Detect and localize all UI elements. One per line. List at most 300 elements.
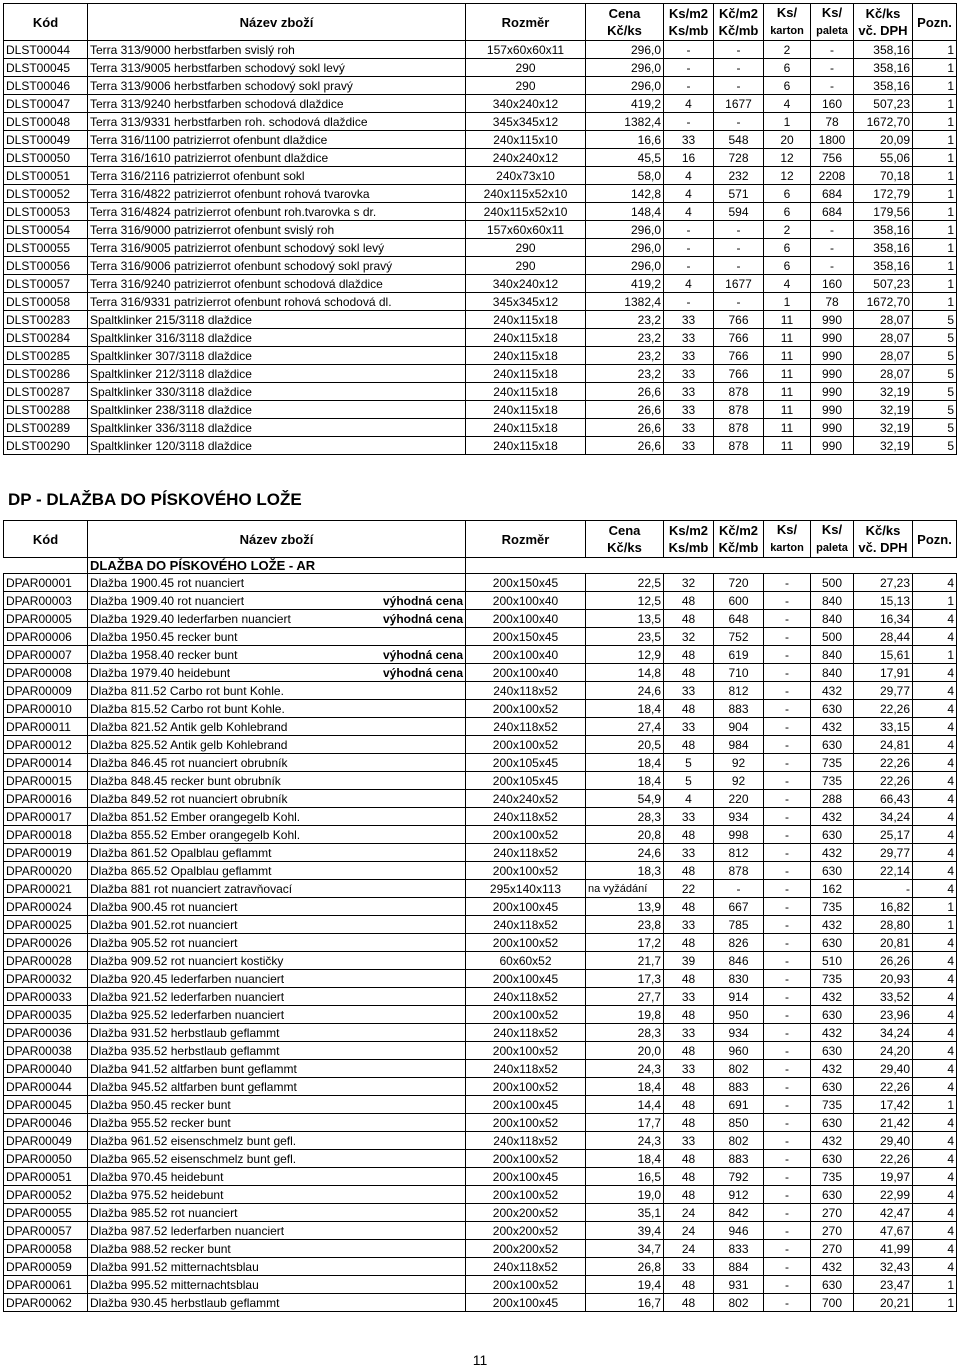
product-name: Dlažba 825.52 Antik gelb Kohlebrand: [90, 737, 288, 752]
cell-rozmer: 240x118x52: [466, 718, 586, 736]
col-ksm2: Ks/m2 Ks/mb: [664, 4, 714, 41]
cell-dph: 42,47: [854, 1204, 913, 1222]
col-rozmer: Rozměr: [466, 521, 586, 558]
product-name: Dlažba 920.45 lederfarben nuanciert: [90, 971, 285, 986]
cell-pozn: 4: [913, 934, 957, 952]
cell-kcm2: 934: [714, 1024, 764, 1042]
cell-dph: 358,16: [854, 221, 913, 239]
cell-nazev: Spaltklinker 330/3118 dlaždice: [88, 383, 466, 401]
cell-pozn: 1: [913, 257, 957, 275]
cell-paleta: -: [811, 77, 854, 95]
cell-pozn: 4: [913, 1204, 957, 1222]
cell-ksm2: 33: [664, 131, 714, 149]
cell-paleta: 990: [811, 383, 854, 401]
cell-kcm2: 812: [714, 682, 764, 700]
cell-rozmer: 200x200x52: [466, 1240, 586, 1258]
cell-cena: 58,0: [586, 167, 664, 185]
cell-kcm2: 785: [714, 916, 764, 934]
table-row: [4, 1078, 957, 1096]
product-name: Dlažba 935.52 herbstlaub geflammt: [90, 1043, 280, 1058]
cell-kcm2: 220: [714, 790, 764, 808]
cell-nazev: [88, 736, 466, 754]
cell-ksm2: -: [664, 257, 714, 275]
cell-ksm2: 48: [664, 826, 714, 844]
cell-kod: DPAR00055: [4, 1204, 88, 1222]
cell-cena: na vyžádání: [586, 880, 664, 898]
table-row: [4, 1132, 957, 1150]
promo-note: výhodná cena: [382, 665, 463, 680]
cell-pozn: 1: [913, 1294, 957, 1312]
cell-pozn: 4: [913, 772, 957, 790]
cell-rozmer: 200x100x40: [466, 610, 586, 628]
cell-pozn: 1: [913, 221, 957, 239]
cell-pozn: 4: [913, 826, 957, 844]
table-row: [4, 1276, 957, 1294]
cell-dph: 33,15: [854, 718, 913, 736]
cell-cena: 12,9: [586, 646, 664, 664]
cell-ksm2: 48: [664, 934, 714, 952]
cell-karton: -: [764, 844, 811, 862]
cell-dph: 358,16: [854, 239, 913, 257]
cell-paleta: 756: [811, 149, 854, 167]
cell-cena: 16,6: [586, 131, 664, 149]
cell-cena: 35,1: [586, 1204, 664, 1222]
cell-nazev: [88, 754, 466, 772]
cell-ksm2: 48: [664, 646, 714, 664]
table-row: [4, 610, 957, 628]
cell-nazev: Spaltklinker 238/3118 dlaždice: [88, 401, 466, 419]
table-row: [4, 790, 957, 808]
cell-pozn: 1: [913, 131, 957, 149]
cell-nazev: [88, 682, 466, 700]
cell-rozmer: 240x115x18: [466, 329, 586, 347]
cell-dph: 358,16: [854, 41, 913, 59]
cell-kcm2: 884: [714, 1258, 764, 1276]
cell-paleta: 990: [811, 347, 854, 365]
cell-karton: -: [764, 1222, 811, 1240]
table-row: [4, 239, 957, 257]
cell-karton: 2: [764, 41, 811, 59]
col-cena: Cena Kč/ks: [586, 4, 664, 41]
cell-cena: 18,4: [586, 700, 664, 718]
table-row: [4, 401, 957, 419]
cell-cena: 13,9: [586, 898, 664, 916]
col-nazev: Název zboží: [88, 4, 466, 41]
product-name: Dlažba 849.52 rot nuanciert obrubník: [90, 791, 288, 806]
cell-nazev: [88, 790, 466, 808]
cell-rozmer: 240x115x10: [466, 131, 586, 149]
cell-paleta: 630: [811, 1114, 854, 1132]
cell-cena: 34,7: [586, 1240, 664, 1258]
cell-rozmer: 200x100x52: [466, 934, 586, 952]
cell-kod: DPAR00057: [4, 1222, 88, 1240]
cell-kcm2: 878: [714, 419, 764, 437]
cell-paleta: 735: [811, 970, 854, 988]
table-row: [4, 736, 957, 754]
table-row: [4, 700, 957, 718]
table-row: [4, 1186, 957, 1204]
cell-kod: DPAR00035: [4, 1006, 88, 1024]
table-row: [4, 293, 957, 311]
cell-nazev: [88, 1078, 466, 1096]
cell-paleta: 735: [811, 1168, 854, 1186]
cell-nazev: [88, 862, 466, 880]
cell-kcm2: 883: [714, 700, 764, 718]
cell-paleta: 78: [811, 113, 854, 131]
product-name: Dlažba 975.52 heidebunt: [90, 1187, 224, 1202]
cell-kod: DPAR00001: [4, 574, 88, 592]
cell-kcm2: 846: [714, 952, 764, 970]
cell-karton: -: [764, 862, 811, 880]
cell-kod: DPAR00008: [4, 664, 88, 682]
cell-karton: -: [764, 664, 811, 682]
cell-kod: DLST00283: [4, 311, 88, 329]
cell-cena: 24,6: [586, 844, 664, 862]
cell-rozmer: 240x118x52: [466, 1132, 586, 1150]
cell-cena: 20,5: [586, 736, 664, 754]
table-row: [4, 275, 957, 293]
cell-paleta: 432: [811, 718, 854, 736]
cell-paleta: -: [811, 59, 854, 77]
cell-ksm2: 33: [664, 347, 714, 365]
cell-rozmer: 290: [466, 257, 586, 275]
cell-pozn: 4: [913, 1060, 957, 1078]
cell-paleta: -: [811, 221, 854, 239]
cell-kcm2: 878: [714, 401, 764, 419]
cell-nazev: [88, 880, 466, 898]
cell-dph: 32,43: [854, 1258, 913, 1276]
table-row: [4, 844, 957, 862]
cell-nazev: [88, 574, 466, 592]
col-rozmer: Rozměr: [466, 4, 586, 41]
cell-dph: 172,79: [854, 185, 913, 203]
product-name: Dlažba 985.52 rot nuanciert: [90, 1205, 238, 1220]
cell-karton: -: [764, 1114, 811, 1132]
cell-kcm2: 548: [714, 131, 764, 149]
cell-paleta: 630: [811, 1150, 854, 1168]
cell-pozn: 5: [913, 311, 957, 329]
cell-pozn: 4: [913, 844, 957, 862]
cell-karton: 11: [764, 401, 811, 419]
table-row: [4, 167, 957, 185]
cell-kcm2: 92: [714, 754, 764, 772]
cell-kod: DLST00049: [4, 131, 88, 149]
cell-pozn: 4: [913, 754, 957, 772]
cell-paleta: 270: [811, 1222, 854, 1240]
product-name: Dlažba 855.52 Ember orangegelb Kohl.: [90, 827, 301, 842]
col-kod: Kód: [4, 4, 88, 41]
cell-pozn: 5: [913, 419, 957, 437]
cell-rozmer: 340x240x12: [466, 95, 586, 113]
cell-nazev: Spaltklinker 215/3118 dlaždice: [88, 311, 466, 329]
cell-kod: DLST00290: [4, 437, 88, 455]
cell-kod: DPAR00020: [4, 862, 88, 880]
cell-cena: 45,5: [586, 149, 664, 167]
cell-paleta: 630: [811, 1042, 854, 1060]
cell-kcm2: 830: [714, 970, 764, 988]
cell-kcm2: 728: [714, 149, 764, 167]
cell-nazev: [88, 1132, 466, 1150]
cell-rozmer: 157x60x60x11: [466, 221, 586, 239]
cell-karton: 11: [764, 329, 811, 347]
table-row: [4, 77, 957, 95]
cell-kcm2: 802: [714, 1132, 764, 1150]
table-row: [4, 646, 957, 664]
cell-nazev: Terra 313/9006 herbstfarben schodový sokl pravý: [88, 77, 466, 95]
cell-pozn: 4: [913, 808, 957, 826]
cell-karton: -: [764, 610, 811, 628]
cell-kod: DLST00058: [4, 293, 88, 311]
cell-rozmer: 240x118x52: [466, 1060, 586, 1078]
cell-kod: DPAR00050: [4, 1150, 88, 1168]
cell-kcm2: 850: [714, 1114, 764, 1132]
table-row: [4, 149, 957, 167]
cell-pozn: 5: [913, 383, 957, 401]
table-row: [4, 1114, 957, 1132]
cell-pozn: 4: [913, 1114, 957, 1132]
cell-ksm2: 24: [664, 1204, 714, 1222]
cell-ksm2: 33: [664, 988, 714, 1006]
cell-paleta: 432: [811, 682, 854, 700]
product-name: Dlažba 881 rot nuanciert zatravňovací: [90, 881, 293, 896]
cell-rozmer: 200x100x45: [466, 898, 586, 916]
cell-dph: 28,07: [854, 329, 913, 347]
cell-karton: 6: [764, 203, 811, 221]
cell-cena: 23,5: [586, 628, 664, 646]
cell-karton: -: [764, 1060, 811, 1078]
cell-pozn: 4: [913, 1222, 957, 1240]
cell-karton: -: [764, 880, 811, 898]
cell-paleta: 630: [811, 1078, 854, 1096]
product-name: Dlažba 991.52 mitternachtsblau: [90, 1259, 259, 1274]
cell-cena: 18,3: [586, 862, 664, 880]
cell-rozmer: 200x100x40: [466, 646, 586, 664]
cell-kcm2: 232: [714, 167, 764, 185]
cell-dph: 22,26: [854, 700, 913, 718]
cell-cena: 26,6: [586, 383, 664, 401]
table-row: [4, 592, 957, 610]
cell-nazev: [88, 1024, 466, 1042]
cell-dph: -: [854, 880, 913, 898]
cell-karton: 11: [764, 437, 811, 455]
cell-nazev: Spaltklinker 336/3118 dlaždice: [88, 419, 466, 437]
cell-cena: 17,3: [586, 970, 664, 988]
cell-pozn: 4: [913, 1006, 957, 1024]
table-row: [4, 1204, 957, 1222]
cell-nazev: Terra 316/9240 patrizierrot ofenbunt schodová dlaždice: [88, 275, 466, 293]
cell-ksm2: 4: [664, 790, 714, 808]
table-row: [4, 1150, 957, 1168]
cell-kod: DPAR00010: [4, 700, 88, 718]
cell-ksm2: 33: [664, 365, 714, 383]
cell-kcm2: 792: [714, 1168, 764, 1186]
cell-kod: DPAR00033: [4, 988, 88, 1006]
cell-paleta: 630: [811, 736, 854, 754]
cell-karton: -: [764, 1150, 811, 1168]
col-paleta: Ks/ paleta: [811, 521, 854, 558]
cell-rozmer: 240x115x52x10: [466, 185, 586, 203]
cell-kod: DPAR00045: [4, 1096, 88, 1114]
table-row: [4, 1024, 957, 1042]
table-row: [4, 898, 957, 916]
cell-paleta: 432: [811, 988, 854, 1006]
cell-karton: 12: [764, 167, 811, 185]
cell-kcm2: 912: [714, 1186, 764, 1204]
cell-kcm2: -: [714, 293, 764, 311]
cell-karton: -: [764, 1024, 811, 1042]
table-row: [4, 1168, 957, 1186]
product-name: Dlažba 900.45 rot nuanciert: [90, 899, 238, 914]
cell-paleta: 684: [811, 185, 854, 203]
cell-dph: 32,19: [854, 383, 913, 401]
cell-kcm2: 600: [714, 592, 764, 610]
col-kcm2: Kč/m2 Kč/mb: [714, 521, 764, 558]
table-row: [4, 365, 957, 383]
cell-cena: 27,4: [586, 718, 664, 736]
cell-kcm2: -: [714, 880, 764, 898]
product-name: Dlažba 965.52 eisenschmelz bunt gefl.: [90, 1151, 297, 1166]
cell-cena: 23,2: [586, 365, 664, 383]
product-name: Dlažba 945.52 altfarben bunt geflammt: [90, 1079, 297, 1094]
cell-pozn: 4: [913, 736, 957, 754]
cell-dph: 358,16: [854, 257, 913, 275]
cell-nazev: [88, 772, 466, 790]
cell-rozmer: 200x100x52: [466, 862, 586, 880]
cell-rozmer: 240x118x52: [466, 1024, 586, 1042]
cell-kcm2: 984: [714, 736, 764, 754]
product-name: Dlažba 1909.40 rot nuanciert: [90, 593, 245, 608]
cell-ksm2: 24: [664, 1240, 714, 1258]
cell-kcm2: 1677: [714, 275, 764, 293]
cell-nazev: [88, 1186, 466, 1204]
table-row: [4, 203, 957, 221]
cell-cena: 24,3: [586, 1132, 664, 1150]
col-paleta: Ks/ paleta: [811, 4, 854, 41]
cell-kcm2: 720: [714, 574, 764, 592]
cell-karton: 2: [764, 221, 811, 239]
cell-kcm2: 571: [714, 185, 764, 203]
cell-cena: 39,4: [586, 1222, 664, 1240]
table-row: [4, 808, 957, 826]
cell-nazev: [88, 1294, 466, 1312]
cell-cena: 296,0: [586, 257, 664, 275]
cell-nazev: Spaltklinker 120/3118 dlaždice: [88, 437, 466, 455]
section-title: DP - DLAŽBA DO PÍSKOVÉHO LOŽE: [8, 490, 302, 509]
cell-kod: DLST00285: [4, 347, 88, 365]
cell-kod: DLST00048: [4, 113, 88, 131]
table-row: [4, 1060, 957, 1078]
cell-karton: -: [764, 592, 811, 610]
cell-nazev: Terra 316/1610 patrizierrot ofenbunt dlaždice: [88, 149, 466, 167]
cell-dph: 29,77: [854, 844, 913, 862]
cell-cena: 26,6: [586, 437, 664, 455]
cell-pozn: 5: [913, 347, 957, 365]
cell-nazev: Terra 313/9331 herbstfarben roh. schodová dlaždice: [88, 113, 466, 131]
product-name: Dlažba 909.52 rot nuanciert kostičky: [90, 953, 284, 968]
cell-paleta: 270: [811, 1240, 854, 1258]
cell-paleta: 162: [811, 880, 854, 898]
cell-cena: 16,5: [586, 1168, 664, 1186]
cell-kcm2: 934: [714, 808, 764, 826]
cell-nazev: Terra 316/9005 patrizierrot ofenbunt schodový sokl levý: [88, 239, 466, 257]
cell-paleta: 630: [811, 1006, 854, 1024]
cell-pozn: 4: [913, 1240, 957, 1258]
cell-dph: 33,52: [854, 988, 913, 1006]
cell-cena: 18,4: [586, 772, 664, 790]
cell-dph: 507,23: [854, 95, 913, 113]
cell-ksm2: -: [664, 293, 714, 311]
cell-ksm2: 39: [664, 952, 714, 970]
cell-kod: DPAR00049: [4, 1132, 88, 1150]
cell-nazev: Terra 313/9240 herbstfarben schodová dlaždice: [88, 95, 466, 113]
col-dph: Kč/ks vč. DPH: [854, 521, 913, 558]
cell-kod: DPAR00009: [4, 682, 88, 700]
product-name: Dlažba 865.52 Opalblau geflammt: [90, 863, 272, 878]
cell-kod: DPAR00026: [4, 934, 88, 952]
cell-dph: 27,23: [854, 574, 913, 592]
cell-cena: 19,8: [586, 1006, 664, 1024]
cell-pozn: 1: [913, 239, 957, 257]
cell-pozn: 1: [913, 41, 957, 59]
cell-cena: 26,6: [586, 419, 664, 437]
cell-pozn: 4: [913, 682, 957, 700]
cell-paleta: 432: [811, 1060, 854, 1078]
cell-kod: DLST00051: [4, 167, 88, 185]
table-row: [4, 1042, 957, 1060]
cell-pozn: 4: [913, 700, 957, 718]
cell-ksm2: -: [664, 41, 714, 59]
cell-paleta: 160: [811, 275, 854, 293]
cell-pozn: 1: [913, 898, 957, 916]
promo-note: výhodná cena: [382, 593, 463, 608]
cell-cena: 26,8: [586, 1258, 664, 1276]
cell-rozmer: 200x105x45: [466, 754, 586, 772]
cell-kcm2: 878: [714, 862, 764, 880]
table-row: [4, 628, 957, 646]
cell-dph: 16,82: [854, 898, 913, 916]
cell-paleta: 735: [811, 1096, 854, 1114]
cell-cena: 13,5: [586, 610, 664, 628]
product-name: Dlažba 905.52 rot nuanciert: [90, 935, 238, 950]
cell-nazev: [88, 1168, 466, 1186]
cell-cena: 148,4: [586, 203, 664, 221]
table-row: [4, 347, 957, 365]
cell-dph: 21,42: [854, 1114, 913, 1132]
cell-ksm2: 48: [664, 1186, 714, 1204]
col-pozn: Pozn.: [913, 4, 957, 41]
cell-paleta: 990: [811, 437, 854, 455]
cell-kcm2: 766: [714, 365, 764, 383]
cell-kod: DLST00055: [4, 239, 88, 257]
cell-ksm2: 33: [664, 808, 714, 826]
cell-kcm2: 752: [714, 628, 764, 646]
col-pozn: Pozn.: [913, 521, 957, 558]
cell-ksm2: 48: [664, 970, 714, 988]
cell-nazev: Terra 316/2116 patrizierrot ofenbunt sokl: [88, 167, 466, 185]
cell-ksm2: 22: [664, 880, 714, 898]
cell-kod: DPAR00059: [4, 1258, 88, 1276]
col-kcm2: Kč/m2 Kč/mb: [714, 4, 764, 41]
cell-nazev: Spaltklinker 212/3118 dlaždice: [88, 365, 466, 383]
product-name: Dlažba 815.52 Carbo rot bunt Kohle.: [90, 701, 285, 716]
cell-rozmer: 200x150x45: [466, 574, 586, 592]
cell-cena: 14,4: [586, 1096, 664, 1114]
cell-paleta: 510: [811, 952, 854, 970]
cell-rozmer: 240x118x52: [466, 844, 586, 862]
cell-dph: 34,24: [854, 1024, 913, 1042]
cell-paleta: 735: [811, 754, 854, 772]
cell-rozmer: 200x100x52: [466, 1078, 586, 1096]
